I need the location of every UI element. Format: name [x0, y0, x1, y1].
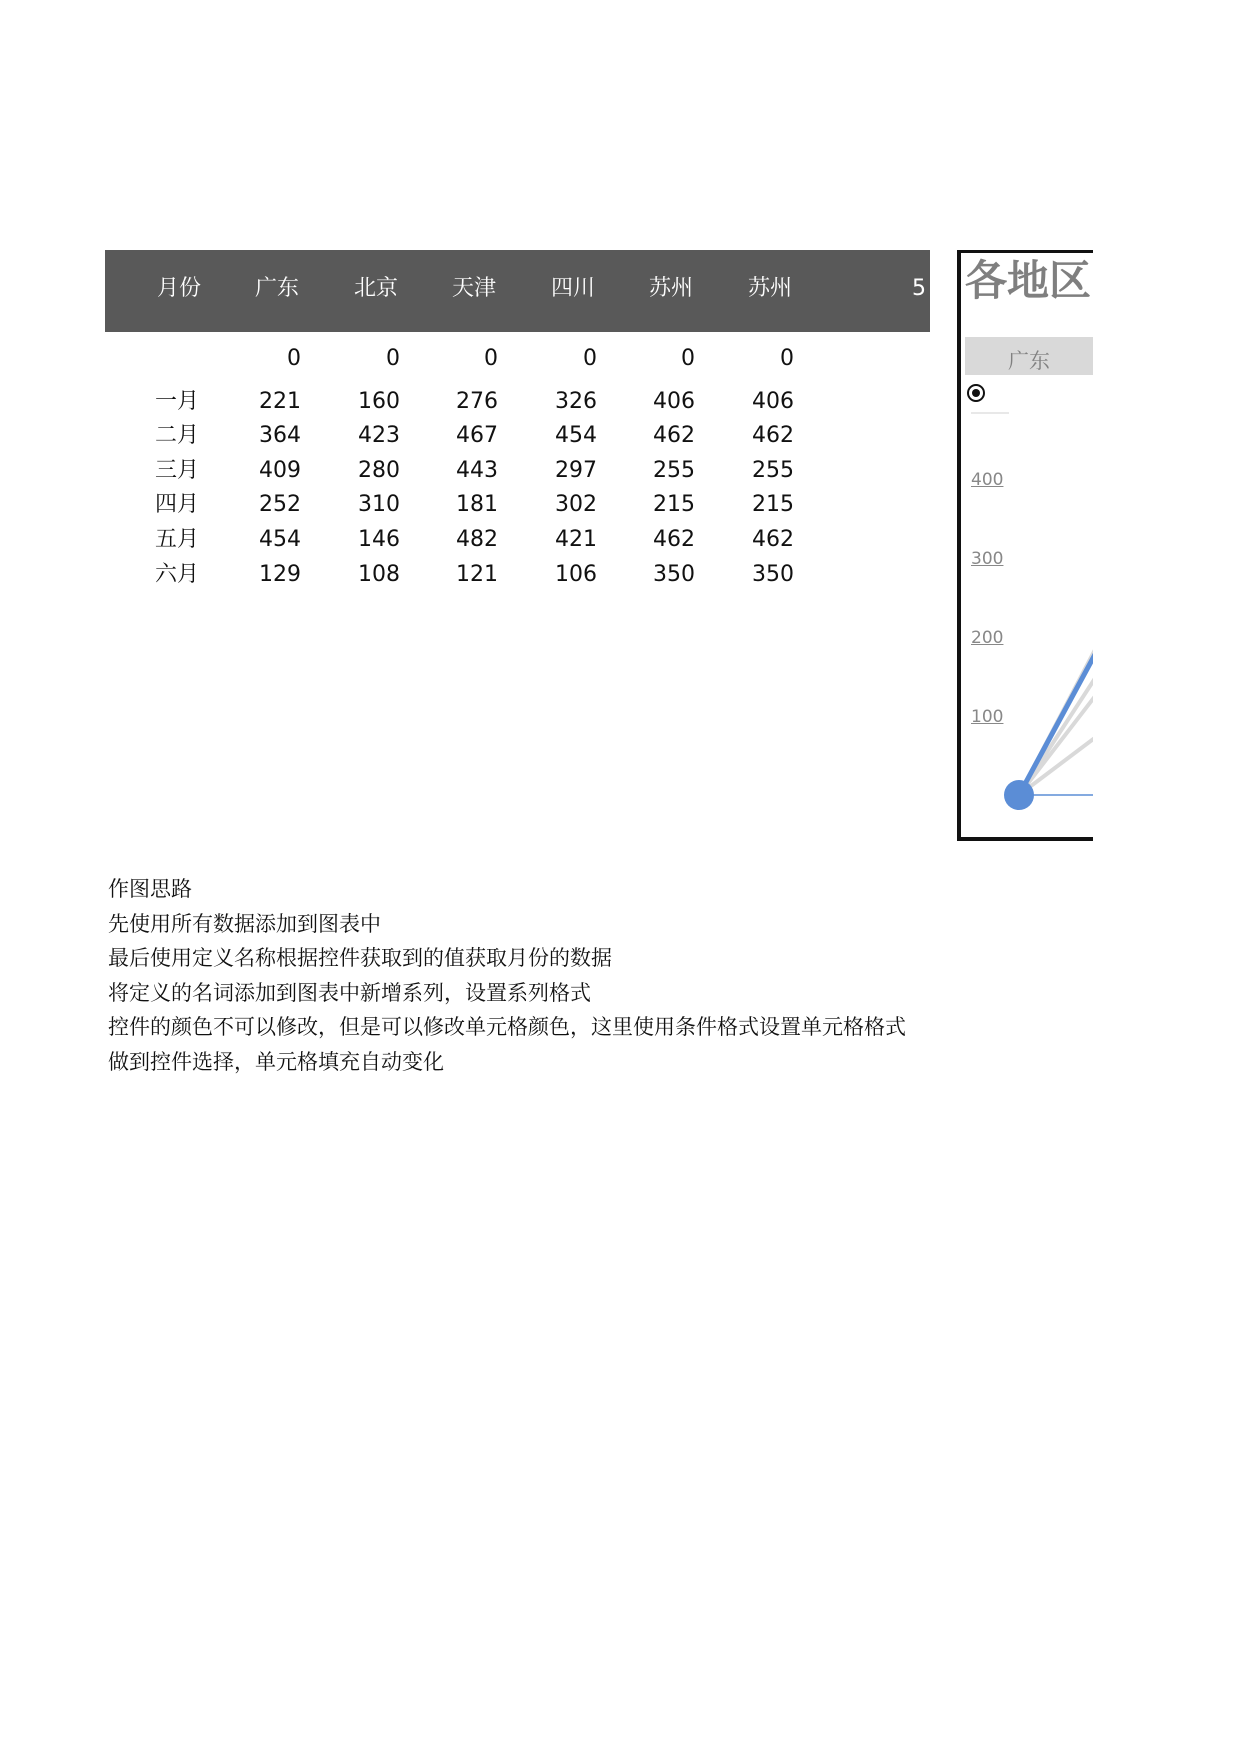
value-cell: 255 [653, 458, 695, 483]
chart-plot [961, 253, 1093, 837]
header-sichuan: 四川 [550, 276, 595, 301]
zero-cell: 0 [780, 346, 794, 371]
value-cell: 252 [259, 492, 301, 517]
zero-cell: 0 [484, 346, 498, 371]
chart-title: 各地区 [965, 256, 1092, 305]
value-cell: 462 [752, 527, 794, 552]
value-cell: 302 [555, 492, 597, 517]
zero-cell: 0 [287, 346, 301, 371]
value-cell: 181 [456, 492, 498, 517]
note-line: 最后使用定义名称根据控件获取到的值获取月份的数据 [108, 946, 612, 970]
header-control-value: 5 [912, 276, 926, 301]
value-cell: 108 [358, 562, 400, 587]
header-beijing: 北京 [353, 276, 398, 301]
y-tick-label: 200 [971, 628, 1004, 648]
value-cell: 160 [358, 389, 400, 414]
value-cell: 454 [555, 423, 597, 448]
value-cell: 423 [358, 423, 400, 448]
series-line-苏州 [1019, 505, 1093, 795]
month-cell: 三月 [155, 458, 200, 483]
value-cell: 462 [653, 527, 695, 552]
region-chart [957, 250, 1093, 841]
value-cell: 364 [259, 423, 301, 448]
value-cell: 462 [752, 423, 794, 448]
value-cell: 350 [752, 562, 794, 587]
value-cell: 482 [456, 527, 498, 552]
value-cell: 280 [358, 458, 400, 483]
value-cell: 106 [555, 562, 597, 587]
value-cell: 146 [358, 527, 400, 552]
value-cell: 462 [653, 423, 695, 448]
zero-cell: 0 [681, 346, 695, 371]
value-cell: 255 [752, 458, 794, 483]
header-tianjin: 天津 [451, 276, 496, 301]
value-cell: 310 [358, 492, 400, 517]
note-line: 作图思路 [108, 877, 192, 901]
notes-section [108, 872, 906, 1079]
value-cell: 326 [555, 389, 597, 414]
month-cell: 六月 [155, 562, 200, 587]
value-cell: 276 [456, 389, 498, 414]
value-cell: 215 [752, 492, 794, 517]
value-cell: 421 [555, 527, 597, 552]
month-cell: 二月 [155, 423, 200, 448]
month-cell: 五月 [155, 527, 200, 552]
y-tick-label: 100 [971, 707, 1004, 727]
header-suzhou: 苏州 [648, 276, 693, 301]
value-cell: 297 [555, 458, 597, 483]
value-cell: 121 [456, 562, 498, 587]
series-start-marker [1004, 780, 1034, 810]
value-cell: 215 [653, 492, 695, 517]
value-cell: 467 [456, 423, 498, 448]
note-line: 先使用所有数据添加到图表中 [108, 911, 381, 936]
month-cell: 四月 [155, 492, 200, 517]
value-cell: 221 [259, 389, 301, 414]
header-month: 月份 [156, 276, 201, 301]
series-line-广东 [1019, 514, 1093, 795]
y-tick-label: 300 [971, 549, 1004, 569]
value-cell: 406 [653, 389, 695, 414]
zero-cell: 0 [386, 346, 400, 371]
note-line: 做到控件选择，单元格填充自动变化 [108, 1049, 444, 1074]
chart-tab-label: 广东 [1008, 349, 1050, 373]
zero-cell: 0 [583, 346, 597, 371]
value-cell: 350 [653, 562, 695, 587]
value-cell: 409 [259, 458, 301, 483]
header-suzhou-2: 苏州 [747, 276, 792, 301]
y-tick-label: 400 [971, 470, 1004, 490]
value-cell: 454 [259, 527, 301, 552]
note-line: 控件的颜色不可以修改，但是可以修改单元格颜色，这里使用条件格式设置单元格格式 [108, 1015, 906, 1039]
table-header-bar [105, 250, 930, 332]
month-cell: 一月 [155, 389, 200, 414]
value-cell: 406 [752, 389, 794, 414]
header-guangdong: 广东 [254, 276, 299, 301]
note-line: 将定义的名词添加到图表中新增系列，设置系列格式 [108, 980, 591, 1005]
value-cell: 129 [259, 562, 301, 587]
value-cell: 443 [456, 458, 498, 483]
